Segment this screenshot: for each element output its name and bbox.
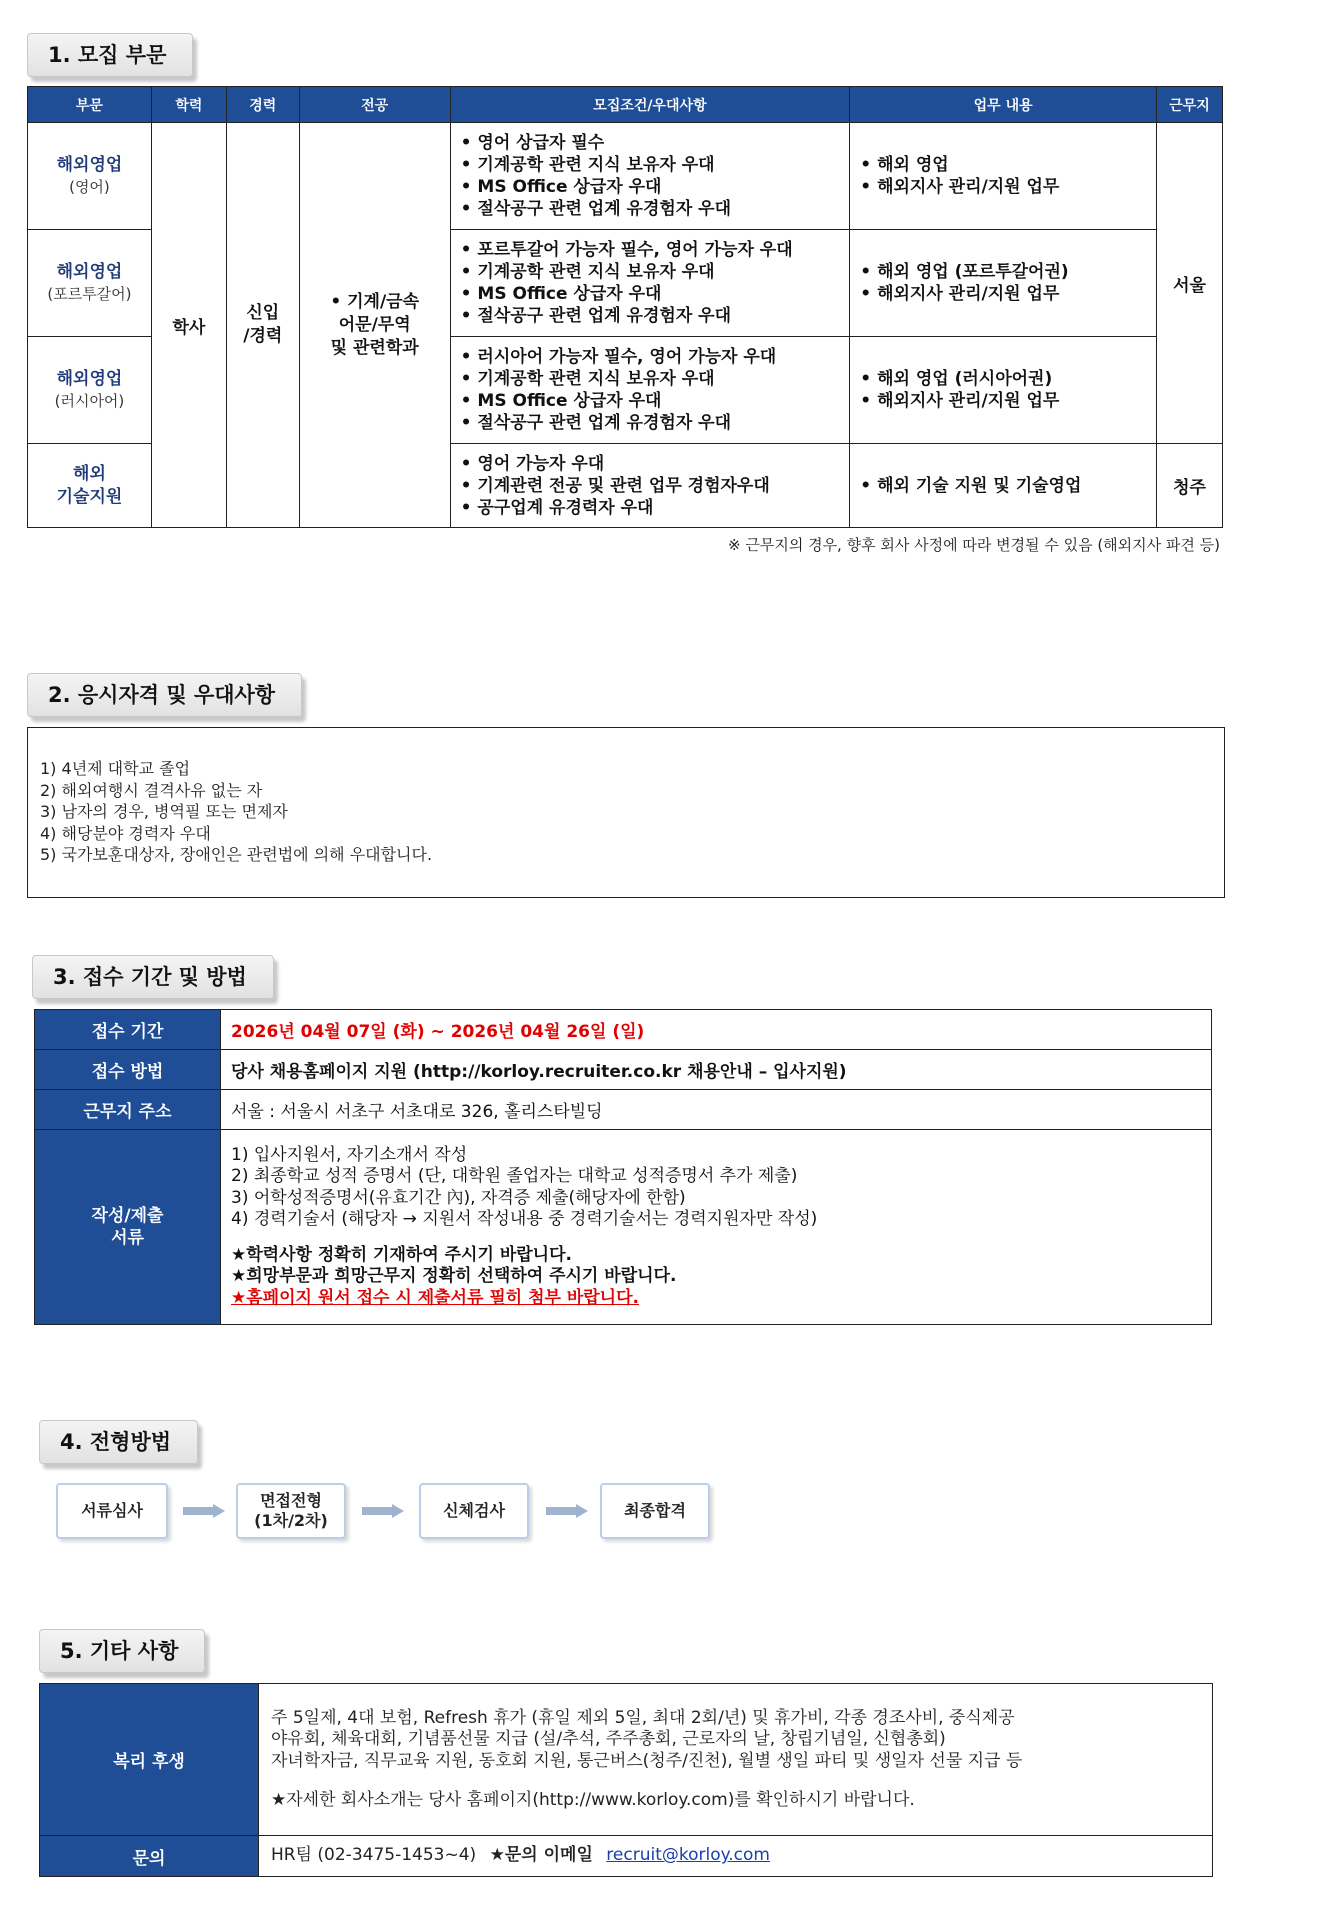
period-value: 2026년 04월 07일 (화) ~ 2026년 04월 26일 (일) xyxy=(221,1010,1212,1050)
conditions-cell: • 포르투갈어 가능자 필수, 영어 가능자 우대 • 기계공학 관련 지식 보유자 우대 • MS Office 상급자 우대 • 절삭공구 관련 업계 유경험자 우대 xyxy=(450,230,850,337)
welfare-item: 자녀학자금, 직무교육 지원, 동호회 지원, 통근버스(청주/진천), 월별 생일 파티 및 생일자 선물 지급 등 xyxy=(271,1750,1023,1771)
major-cell: • 기계/금속 어문/무역 및 관련학과 xyxy=(299,123,450,528)
duties-cell: • 해외 영업 (러시아어권) • 해외지사 관리/지원 업무 xyxy=(850,337,1157,444)
document-item: 4) 경력기술서 (해당자 → 지원서 작성내용 중 경력기술서는 경력지원자만 작성) xyxy=(231,1209,818,1230)
header-major: 전공 xyxy=(299,87,450,123)
step-final-pass: 최종합격 xyxy=(600,1483,710,1539)
document-item: 1) 입사지원서, 자기소개서 작성 xyxy=(231,1144,468,1165)
header-dept: 부문 xyxy=(28,87,152,123)
dept-cell: 해외영업 (포르투갈어) xyxy=(28,230,152,337)
header-location: 근무지 xyxy=(1157,87,1223,123)
dept-cell: 해외 기술지원 xyxy=(28,444,152,528)
arrow-right-icon xyxy=(362,1504,404,1518)
dept-cell: 해외영업 (영어) xyxy=(28,123,152,230)
address-value: 서울 : 서울시 서초구 서초대로 326, 홀리스타빌딩 xyxy=(221,1090,1212,1130)
duties-cell: • 해외 영업 (포르투갈어권) • 해외지사 관리/지원 업무 xyxy=(850,230,1157,337)
header-education: 학력 xyxy=(151,87,226,123)
step-medical-check: 신체검사 xyxy=(419,1483,529,1539)
header-conditions: 모집조건/우대사항 xyxy=(450,87,850,123)
documents-label: 작성/제출 서류 xyxy=(35,1130,221,1325)
section-1-title: 1. 모집 부문 xyxy=(27,33,193,77)
step-interview: 면접전형 (1차/2차) xyxy=(236,1483,346,1539)
conditions-cell: • 러시아어 가능자 필수, 영어 가능자 우대 • 기계공학 관련 지식 보유자 우대 • MS Office 상급자 우대 • 절삭공구 관련 업계 유경험자 우대 xyxy=(450,337,850,444)
notice-education: ★학력사항 정확히 기재하여 주시기 바랍니다. xyxy=(231,1244,572,1265)
welfare-item: 야유회, 체육대회, 기념품선물 지급 (설/추석, 주주총회, 근로자의 날, 창립기념일, 신협총회) xyxy=(271,1729,946,1749)
application-table xyxy=(34,1009,1212,1325)
duties-cell: • 해외 영업 • 해외지사 관리/지원 업무 xyxy=(850,123,1157,230)
documents-value xyxy=(221,1130,1212,1325)
education-cell: 학사 xyxy=(151,123,226,528)
location-cheongju: 청주 xyxy=(1157,444,1223,528)
contact-value xyxy=(259,1836,1213,1877)
notice-preference: ★희망부문과 희망근무지 정확히 선택하여 주시기 바랍니다. xyxy=(231,1266,677,1287)
contact-email-label: ★문의 이메일 xyxy=(489,1845,593,1866)
contact-label: 문의 xyxy=(40,1836,259,1877)
qualification-item: 5) 국가보훈대상자, 장애인은 관련법에 의해 우대합니다. xyxy=(40,845,433,864)
welfare-value xyxy=(259,1684,1213,1836)
header-career: 경력 xyxy=(226,87,299,123)
address-label: 근무지 주소 xyxy=(35,1090,221,1130)
welfare-item: 주 5일제, 4대 보험, Refresh 휴가 (휴일 제외 5일, 최대 2회/년) 및 휴가비, 각종 경조사비, 중식제공 xyxy=(271,1707,1015,1728)
step-document-screening: 서류심사 xyxy=(56,1483,168,1539)
contact-hr: HR팀 (02-3475-1453~4) xyxy=(271,1845,477,1866)
location-note: ※ 근무지의 경우, 향후 회사 사정에 따라 변경될 수 있음 (해외지사 파견 등) xyxy=(728,536,1220,554)
notice-attachments: ★홈페이지 원서 접수 시 제출서류 필히 첨부 바랍니다. xyxy=(231,1287,639,1308)
conditions-cell: • 영어 상급자 필수 • 기계공학 관련 지식 보유자 우대 • MS Office 상급자 우대 • 절삭공구 관련 업계 유경험자 우대 xyxy=(450,123,850,230)
method-value: 당사 채용홈페이지 지원 (http://korloy.recruiter.co.kr 채용안내 – 입사지원) xyxy=(221,1050,1212,1090)
welfare-label: 복리 후생 xyxy=(40,1684,259,1836)
method-label: 접수 방법 xyxy=(35,1050,221,1090)
arrow-right-icon xyxy=(183,1504,225,1518)
recruitment-table xyxy=(27,86,1223,528)
section-2-title: 2. 응시자격 및 우대사항 xyxy=(27,673,302,717)
document-item: 2) 최종학교 성적 증명서 (단, 대학원 졸업자는 대학교 성적증명서 추가 제출) xyxy=(231,1166,798,1187)
section-4-title: 4. 전형방법 xyxy=(39,1420,198,1464)
section-3-title: 3. 접수 기간 및 방법 xyxy=(32,955,274,999)
qualifications-box xyxy=(27,727,1225,898)
period-label: 접수 기간 xyxy=(35,1010,221,1050)
contact-email-link[interactable]: recruit@korloy.com xyxy=(606,1845,770,1866)
header-duties: 업무 내용 xyxy=(850,87,1157,123)
arrow-right-icon xyxy=(546,1504,588,1518)
section-5-title: 5. 기타 사항 xyxy=(39,1629,205,1673)
qualification-item: 4) 해당분야 경력자 우대 xyxy=(40,823,211,843)
conditions-cell: • 영어 가능자 우대 • 기계관련 전공 및 관련 업무 경험자우대 • 공구업계 유경력자 우대 xyxy=(450,444,850,528)
qualification-item: 3) 남자의 경우, 병역필 또는 면제자 xyxy=(40,802,288,821)
duties-cell: • 해외 기술 지원 및 기술영업 xyxy=(850,444,1157,528)
welfare-note: ★자세한 회사소개는 당사 홈페이지(http://www.korloy.com)를 확인하시기 바랍니다. xyxy=(271,1790,915,1810)
document-item: 3) 어학성적증명서(유효기간 內), 자격증 제출(해당자에 한함) xyxy=(231,1187,686,1208)
qualification-item: 1) 4년제 대학교 졸업 xyxy=(40,759,191,778)
qualification-item: 2) 해외여행시 결격사유 없는 자 xyxy=(40,780,263,800)
location-seoul: 서울 xyxy=(1157,123,1223,444)
dept-cell: 해외영업 (러시아어) xyxy=(28,337,152,444)
other-info-table xyxy=(39,1683,1213,1877)
career-cell: 신입 /경력 xyxy=(226,123,299,528)
